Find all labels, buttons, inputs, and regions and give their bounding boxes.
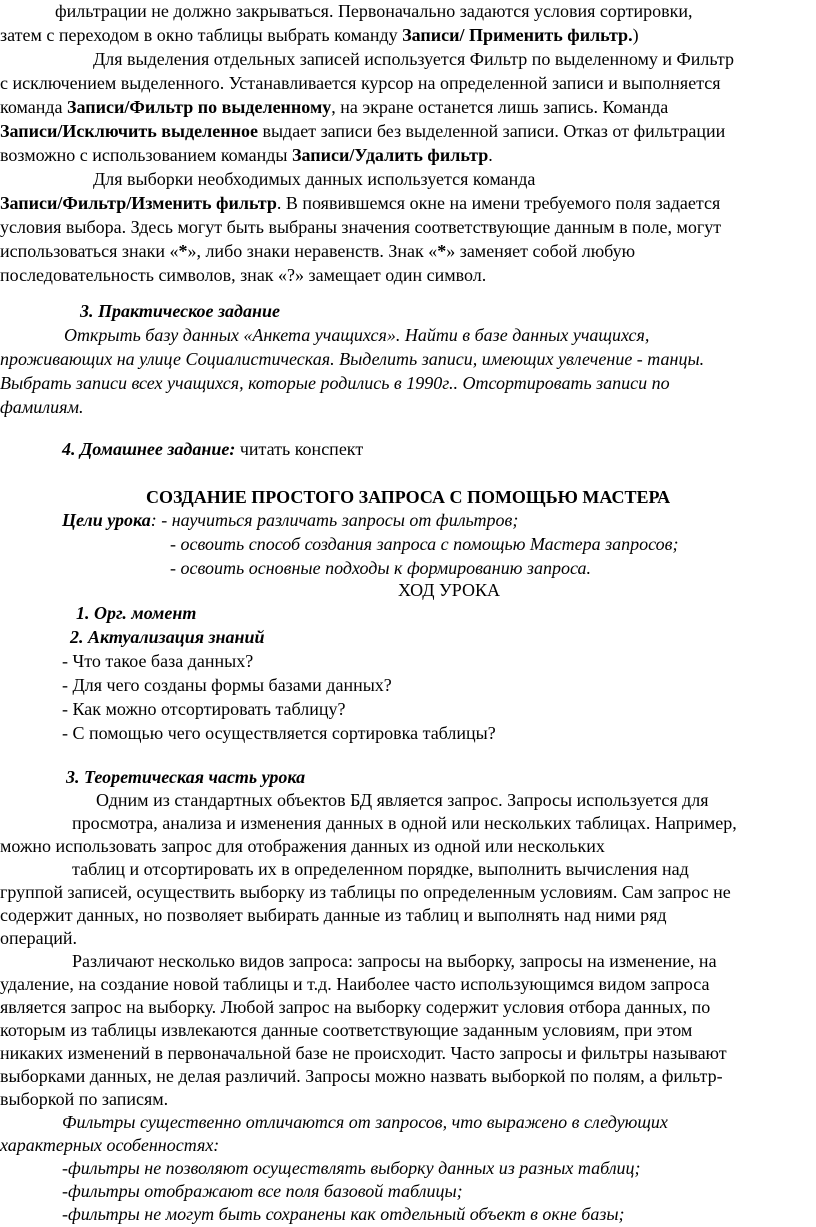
- text-run: фамилиям.: [0, 397, 84, 417]
- text-line: [0, 192, 720, 216]
- text-run: команда: [0, 97, 68, 117]
- text-run: с исключением выделенного. Устанавливается курсор на определенной записи и выполняется: [0, 73, 721, 93]
- text-run: можно использовать запрос для отображения данных из одной или нескольких: [0, 836, 605, 856]
- text-line: [62, 509, 518, 533]
- text-run: характерных особенностях:: [0, 1135, 220, 1155]
- text-line: [0, 264, 486, 288]
- text-run: Выбрать записи всех учащихся, которые родились в 1990г.. Отсортировать записи по: [0, 373, 670, 393]
- text-line: [64, 324, 649, 348]
- text-run: Записи/Исключить выделенное: [0, 121, 258, 141]
- text-run: операций.: [0, 928, 78, 948]
- text-run: - Для чего созданы формы базами данных?: [62, 675, 392, 695]
- text-line: [93, 168, 535, 192]
- text-run: -фильтры отображают все поля базовой таблицы;: [62, 1181, 463, 1201]
- text-line: [0, 973, 709, 997]
- text-run: - освоить способ создания запроса с помощью Мастера запросов;: [170, 534, 679, 554]
- text-run: Записи/Удалить фильтр: [291, 145, 489, 165]
- text-run: СОЗДАНИЕ ПРОСТОГО ЗАПРОСА С ПОМОЩЬЮ МАСТЕРА: [146, 487, 671, 507]
- text-line: [76, 602, 196, 626]
- text-run: читать конспект: [235, 439, 364, 459]
- text-line: [0, 1019, 692, 1043]
- text-run: Различают несколько видов запроса: запросы на выборку, запросы на изменение, на: [72, 951, 717, 971]
- text-line: [0, 120, 725, 144]
- text-run: возможно с использованием команды: [0, 145, 292, 165]
- text-run: просмотра, анализа и изменения данных в одной или нескольких таблицах. Например,: [72, 813, 737, 833]
- text-run: Для выделения отдельных записей используется Фильтр по выделенному и Фильтр: [93, 49, 734, 69]
- text-run: никаких изменений в первоначальной базе не происходит. Часто запросы и фильтры называют: [0, 1043, 727, 1063]
- text-run: содержит данных, но позволяет выбирать данные из таблиц и выполнять над ними ряд: [0, 905, 667, 925]
- text-run: 3. Теоретическая часть урока: [66, 767, 306, 787]
- text-line: [398, 579, 500, 603]
- text-line: [93, 48, 734, 72]
- text-line: [62, 438, 363, 462]
- text-line: [0, 904, 667, 928]
- text-line: [0, 1134, 219, 1158]
- text-run: 3. Практическое задание: [80, 301, 280, 321]
- text-line: [62, 1157, 641, 1181]
- text-line: [62, 1180, 463, 1204]
- text-run: Цели урока: [62, 510, 151, 530]
- text-line: [0, 144, 493, 168]
- text-run: выдает записи без выделенной записи. Отказ от фильтрации: [257, 121, 726, 141]
- text-run: *: [437, 241, 447, 261]
- text-line: [0, 996, 710, 1020]
- text-line: [80, 300, 280, 324]
- text-line: [170, 533, 678, 557]
- text-run: выборкой по записям.: [0, 1089, 169, 1109]
- text-run: удаление, на создание новой таблицы и т.д. Наиболее часто использующимся видом запроса: [0, 974, 710, 994]
- text-line: [0, 1042, 727, 1066]
- text-run: » заменяет собой любую: [446, 241, 636, 261]
- text-run: условия выбора. Здесь могут быть выбраны значения соответствующие данным в поле, могут: [0, 217, 722, 237]
- text-run: ): [632, 25, 639, 45]
- text-line: [0, 927, 77, 951]
- text-run: - Что такое база данных?: [62, 651, 254, 671]
- text-line: [70, 626, 265, 650]
- text-line: [72, 812, 737, 836]
- text-run: Одним из стандартных объектов БД является запрос. Запросы используется для: [96, 790, 709, 810]
- text-run: - С помощью чего осуществляется сортировка таблицы?: [62, 723, 496, 743]
- text-run: - освоить основные подходы к формированию запроса.: [170, 558, 591, 578]
- text-line: [146, 486, 670, 510]
- text-run: .: [488, 145, 493, 165]
- text-run: -фильтры не позволяют осуществлять выборку данных из разных таблиц;: [62, 1158, 641, 1178]
- text-run: использоваться знаки «: [0, 241, 179, 261]
- text-line: [0, 96, 668, 120]
- text-run: последовательность символов, знак «?» замещает один символ.: [0, 265, 487, 285]
- text-run: которым из таблицы извлекаются данные соответствующие заданным условиям, при этом: [0, 1020, 693, 1040]
- text-line: [0, 72, 721, 96]
- text-run: 4. Домашнее задание:: [62, 439, 236, 459]
- text-run: фильтрации не должно закрываться. Первоначально задаются условия сортировки,: [55, 1, 693, 21]
- text-line: [0, 24, 639, 48]
- text-line: [96, 789, 709, 813]
- text-run: , на экране останется лишь запись. Команда: [331, 97, 669, 117]
- text-line: [170, 557, 591, 581]
- text-run: 2. Актуализация знаний: [70, 627, 265, 647]
- text-run: является запрос на выборку. Любой запрос на выборку содержит условия отбора данных, по: [0, 997, 711, 1017]
- text-line: [0, 396, 83, 420]
- text-run: Записи/Фильтр/Изменить фильтр: [0, 193, 277, 213]
- text-run: - Как можно отсортировать таблицу?: [62, 699, 346, 719]
- text-run: таблиц и отсортировать их в определенном порядке, выполнить вычисления над: [72, 859, 689, 879]
- text-line: [0, 1088, 168, 1112]
- text-run: Фильтры существенно отличаются от запросов, что выражено в следующих: [62, 1112, 668, 1132]
- text-line: [0, 348, 704, 372]
- text-line: [0, 216, 721, 240]
- text-line: [66, 766, 305, 790]
- text-run: затем с переходом в окно таблицы выбрать команду: [0, 25, 403, 45]
- text-line: [0, 240, 635, 264]
- text-line: [72, 858, 689, 882]
- text-run: Открыть базу данных «Анкета учащихся». Найти в базе данных учащихся,: [64, 325, 650, 345]
- text-line: [62, 674, 392, 698]
- text-line: [62, 1111, 668, 1135]
- text-line: [72, 950, 717, 974]
- text-line: [62, 698, 346, 722]
- text-run: 1. Орг. момент: [76, 603, 197, 623]
- text-run: -фильтры не могут быть сохранены как отдельный объект в окне базы;: [62, 1204, 625, 1224]
- text-line: [62, 650, 253, 674]
- text-run: Записи/Фильтр по выделенному: [67, 97, 332, 117]
- text-line: [0, 881, 731, 905]
- text-line: [0, 1065, 723, 1089]
- text-run: ХОД УРОКА: [398, 580, 500, 600]
- text-run: Для выборки необходимых данных используется команда: [93, 169, 536, 189]
- text-run: . В появившемся окне на имени требуемого поля задается: [276, 193, 721, 213]
- text-line: [0, 835, 605, 859]
- text-run: Записи/ Применить фильтр.: [402, 25, 633, 45]
- text-run: *: [178, 241, 188, 261]
- text-line: [55, 0, 693, 24]
- text-line: [62, 722, 496, 746]
- text-run: выборками данных, не делая различий. Запросы можно назвать выборкой по полям, а фильтр-: [0, 1066, 723, 1086]
- text-line: [62, 1203, 625, 1227]
- text-run: », либо знаки неравенств. Знак «: [187, 241, 438, 261]
- text-line: [0, 372, 670, 396]
- text-run: группой записей, осуществить выборку из таблицы по определенным условиям. Сам запрос не: [0, 882, 731, 902]
- text-run: проживающих на улице Социалистическая. Выделить записи, имеющих увлечение - танцы.: [0, 349, 705, 369]
- text-run: : - научиться различать запросы от фильтров;: [150, 510, 519, 530]
